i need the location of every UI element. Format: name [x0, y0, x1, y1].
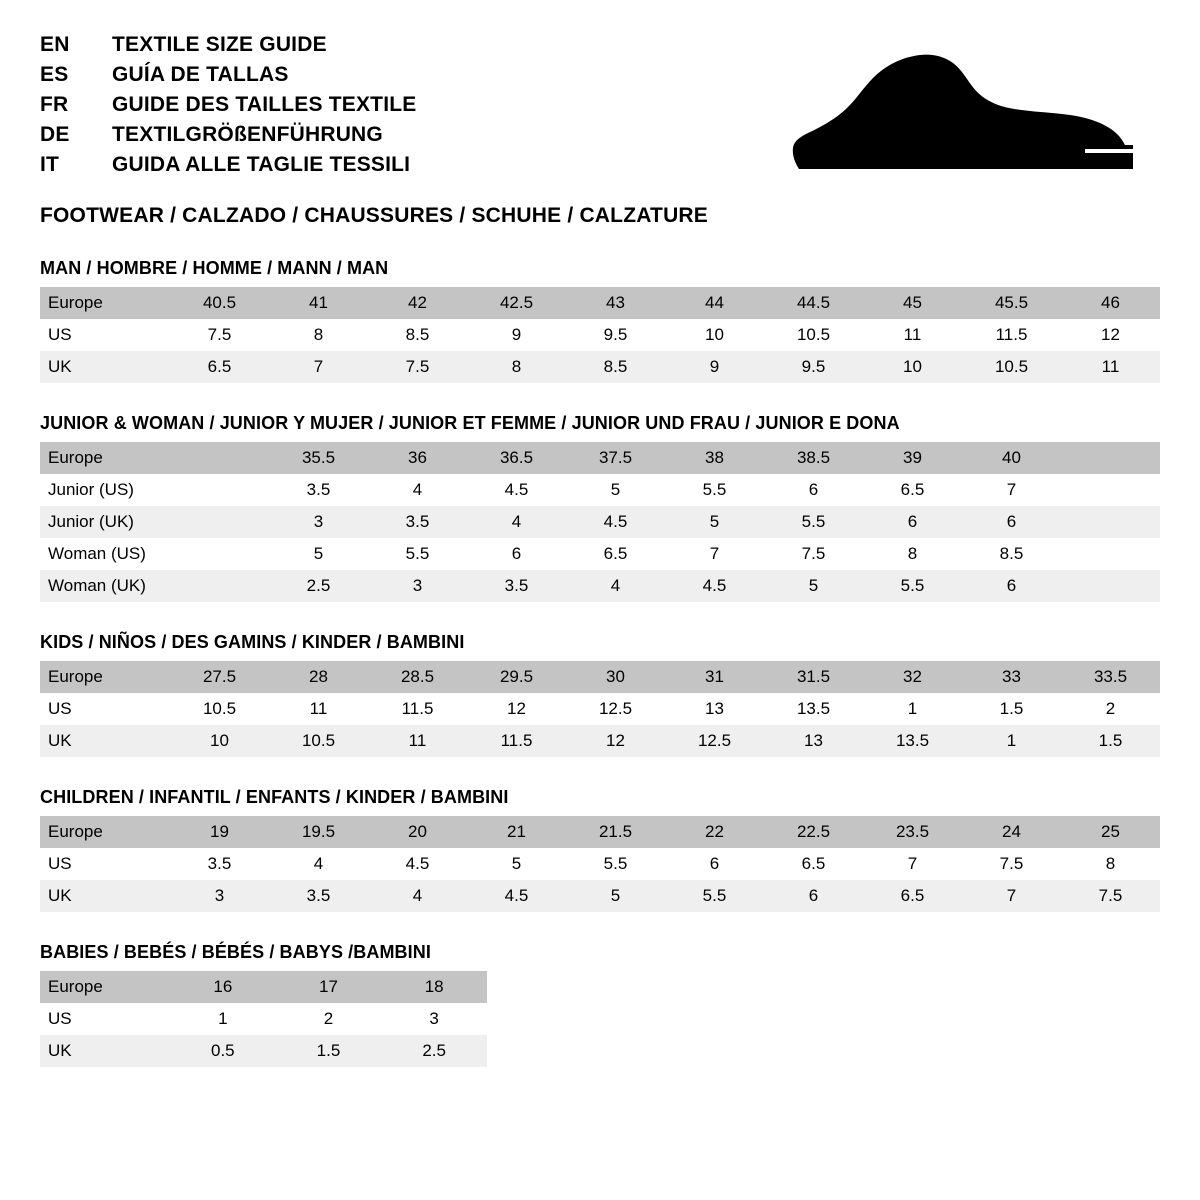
cell: 24	[962, 816, 1061, 848]
cell: 3	[368, 570, 467, 602]
cell: 5.5	[665, 880, 764, 912]
cell: 5	[566, 474, 665, 506]
table-row	[40, 570, 1160, 602]
category-title: FOOTWEAR / CALZADO / CHAUSSURES / SCHUHE / CALZATURE	[40, 204, 709, 227]
section-children	[40, 787, 1160, 912]
cell	[170, 506, 269, 538]
cell: 6.5	[170, 351, 269, 383]
table-row	[40, 848, 1160, 880]
cell: 6	[863, 506, 962, 538]
row-label: Junior (US)	[40, 474, 170, 506]
language-row	[40, 94, 1160, 115]
cell: 6	[764, 880, 863, 912]
table-row	[40, 506, 1160, 538]
cell: 10	[863, 351, 962, 383]
cell: 12.5	[566, 693, 665, 725]
cell: 4	[566, 570, 665, 602]
cell: 3.5	[269, 474, 368, 506]
cell: 12	[566, 725, 665, 757]
cell: 29.5	[467, 661, 566, 693]
cell	[1061, 474, 1160, 506]
cell: 3	[170, 880, 269, 912]
cell: 44.5	[764, 287, 863, 319]
cell: 8	[269, 319, 368, 351]
cell: 8	[863, 538, 962, 570]
section-kids	[40, 632, 1160, 757]
row-label: US	[40, 693, 170, 725]
cell: 13	[665, 693, 764, 725]
cell: 2	[276, 1003, 382, 1035]
table-row	[40, 971, 487, 1003]
cell: 44	[665, 287, 764, 319]
cell: 2	[1061, 693, 1160, 725]
cell: 9	[665, 351, 764, 383]
cell: 0.5	[170, 1035, 276, 1067]
cell: 8.5	[368, 319, 467, 351]
section-title: BABIES / BEBÉS / BÉBÉS / BABYS /BAMBINI	[40, 942, 431, 962]
table-row	[40, 319, 1160, 351]
row-label: UK	[40, 1035, 170, 1067]
cell	[1061, 442, 1160, 474]
cell: 7	[962, 880, 1061, 912]
cell: 4.5	[566, 506, 665, 538]
cell: 32	[863, 661, 962, 693]
cell: 21	[467, 816, 566, 848]
cell: 45.5	[962, 287, 1061, 319]
cell: 4.5	[665, 570, 764, 602]
cell: 11.5	[368, 693, 467, 725]
cell: 12	[1061, 319, 1160, 351]
cell: 7.5	[170, 319, 269, 351]
cell: 7	[863, 848, 962, 880]
row-label: UK	[40, 351, 170, 383]
cell: 3.5	[170, 848, 269, 880]
cell: 19	[170, 816, 269, 848]
cell: 12	[467, 693, 566, 725]
size-table-junior-woman	[40, 442, 1160, 602]
cell: 6	[467, 538, 566, 570]
cell: 9.5	[764, 351, 863, 383]
cell: 11	[368, 725, 467, 757]
table-row	[40, 880, 1160, 912]
cell: 6	[962, 506, 1061, 538]
language-code: EN	[40, 33, 70, 56]
cell: 11.5	[962, 319, 1061, 351]
cell: 40.5	[170, 287, 269, 319]
cell: 9.5	[566, 319, 665, 351]
row-label: Europe	[40, 816, 170, 848]
cell: 33.5	[1061, 661, 1160, 693]
cell: 36	[368, 442, 467, 474]
language-title: TEXTILGRÖßENFÜHRUNG	[112, 123, 383, 146]
cell: 5	[269, 538, 368, 570]
cell: 10	[665, 319, 764, 351]
cell: 3	[269, 506, 368, 538]
cell: 6	[764, 474, 863, 506]
cell: 6.5	[566, 538, 665, 570]
size-table-man	[40, 287, 1160, 383]
cell: 6	[962, 570, 1061, 602]
cell: 4	[368, 880, 467, 912]
cell: 11	[863, 319, 962, 351]
cell: 6.5	[764, 848, 863, 880]
cell	[1061, 506, 1160, 538]
cell: 35.5	[269, 442, 368, 474]
cell: 3.5	[368, 506, 467, 538]
language-code: FR	[40, 93, 69, 116]
cell: 4	[269, 848, 368, 880]
cell: 5.5	[863, 570, 962, 602]
cell: 1.5	[1061, 725, 1160, 757]
cell: 20	[368, 816, 467, 848]
cell: 5	[764, 570, 863, 602]
cell: 17	[276, 971, 382, 1003]
size-table-children	[40, 816, 1160, 912]
section-babies	[40, 942, 1160, 1067]
section-title: JUNIOR & WOMAN / JUNIOR Y MUJER / JUNIOR ET FEMME / JUNIOR UND FRAU / JUNIOR E DONA	[40, 413, 900, 433]
cell: 12.5	[665, 725, 764, 757]
cell: 4.5	[467, 880, 566, 912]
cell: 38.5	[764, 442, 863, 474]
cell: 9	[467, 319, 566, 351]
section-title: MAN / HOMBRE / HOMME / MANN / MAN	[40, 258, 389, 278]
language-code: IT	[40, 153, 60, 176]
table-row	[40, 442, 1160, 474]
cell: 4	[467, 506, 566, 538]
language-title: GUIDA ALLE TAGLIE TESSILI	[112, 153, 411, 176]
cell: 10	[170, 725, 269, 757]
cell: 31.5	[764, 661, 863, 693]
row-label: UK	[40, 880, 170, 912]
language-row	[40, 34, 1160, 55]
table-row	[40, 287, 1160, 319]
table-row	[40, 816, 1160, 848]
cell: 33	[962, 661, 1061, 693]
language-row	[40, 124, 1160, 145]
row-label: Woman (UK)	[40, 570, 170, 602]
table-row	[40, 693, 1160, 725]
cell: 1.5	[276, 1035, 382, 1067]
cell: 1	[170, 1003, 276, 1035]
size-table-babies	[40, 971, 487, 1067]
language-title: GUÍA DE TALLAS	[112, 63, 289, 86]
row-label: UK	[40, 725, 170, 757]
cell: 25	[1061, 816, 1160, 848]
cell	[1061, 570, 1160, 602]
size-table-kids	[40, 661, 1160, 757]
cell: 8.5	[566, 351, 665, 383]
cell: 1	[962, 725, 1061, 757]
row-label: Europe	[40, 971, 170, 1003]
table-row	[40, 538, 1160, 570]
section-title: KIDS / NIÑOS / DES GAMINS / KINDER / BAMBINI	[40, 632, 465, 652]
cell: 2.5	[381, 1035, 487, 1067]
cell: 40	[962, 442, 1061, 474]
cell: 10.5	[269, 725, 368, 757]
cell: 11	[1061, 351, 1160, 383]
language-code: ES	[40, 63, 69, 86]
language-row	[40, 154, 1160, 175]
cell: 28	[269, 661, 368, 693]
cell: 19.5	[269, 816, 368, 848]
cell	[1061, 538, 1160, 570]
cell: 4.5	[467, 474, 566, 506]
cell: 8.5	[962, 538, 1061, 570]
cell: 39	[863, 442, 962, 474]
cell: 5.5	[368, 538, 467, 570]
cell: 8	[1061, 848, 1160, 880]
cell: 43	[566, 287, 665, 319]
language-title: GUIDE DES TAILLES TEXTILE	[112, 93, 417, 116]
section-title: CHILDREN / INFANTIL / ENFANTS / KINDER / BAMBINI	[40, 787, 509, 807]
row-label: Europe	[40, 287, 170, 319]
cell: 10.5	[962, 351, 1061, 383]
language-title: TEXTILE SIZE GUIDE	[112, 33, 327, 56]
cell: 27.5	[170, 661, 269, 693]
cell: 5	[467, 848, 566, 880]
cell: 5.5	[764, 506, 863, 538]
cell: 21.5	[566, 816, 665, 848]
cell: 8	[467, 351, 566, 383]
cell: 30	[566, 661, 665, 693]
cell: 10.5	[170, 693, 269, 725]
cell: 42	[368, 287, 467, 319]
section-man	[40, 258, 1160, 383]
cell: 4.5	[368, 848, 467, 880]
cell	[170, 442, 269, 474]
cell: 7	[269, 351, 368, 383]
cell: 7.5	[962, 848, 1061, 880]
row-label: Woman (US)	[40, 538, 170, 570]
row-label: US	[40, 848, 170, 880]
cell: 7	[962, 474, 1061, 506]
cell: 22.5	[764, 816, 863, 848]
cell: 28.5	[368, 661, 467, 693]
cell: 2.5	[269, 570, 368, 602]
cell: 13.5	[764, 693, 863, 725]
cell: 42.5	[467, 287, 566, 319]
table-row	[40, 725, 1160, 757]
cell: 5.5	[665, 474, 764, 506]
cell: 5	[566, 880, 665, 912]
row-label: Junior (UK)	[40, 506, 170, 538]
cell: 7.5	[1061, 880, 1160, 912]
table-row	[40, 474, 1160, 506]
cell: 13	[764, 725, 863, 757]
cell: 3.5	[467, 570, 566, 602]
language-code: DE	[40, 123, 70, 146]
row-label: US	[40, 1003, 170, 1035]
cell: 1	[863, 693, 962, 725]
cell: 7.5	[764, 538, 863, 570]
language-title-block	[40, 34, 1160, 228]
cell: 37.5	[566, 442, 665, 474]
row-label: Europe	[40, 661, 170, 693]
section-junior-woman	[40, 413, 1160, 602]
cell: 5.5	[566, 848, 665, 880]
cell: 46	[1061, 287, 1160, 319]
cell: 41	[269, 287, 368, 319]
cell: 10.5	[764, 319, 863, 351]
cell: 31	[665, 661, 764, 693]
cell: 3	[381, 1003, 487, 1035]
cell	[170, 474, 269, 506]
table-row	[40, 351, 1160, 383]
cell: 4	[368, 474, 467, 506]
cell: 6	[665, 848, 764, 880]
cell	[170, 570, 269, 602]
row-label: Europe	[40, 442, 170, 474]
language-row	[40, 64, 1160, 85]
cell: 36.5	[467, 442, 566, 474]
table-row	[40, 1035, 487, 1067]
cell: 23.5	[863, 816, 962, 848]
cell: 7.5	[368, 351, 467, 383]
cell: 16	[170, 971, 276, 1003]
cell: 13.5	[863, 725, 962, 757]
cell: 38	[665, 442, 764, 474]
cell: 3.5	[269, 880, 368, 912]
cell: 11	[269, 693, 368, 725]
cell: 45	[863, 287, 962, 319]
cell: 1.5	[962, 693, 1061, 725]
table-row	[40, 661, 1160, 693]
cell: 18	[381, 971, 487, 1003]
cell: 11.5	[467, 725, 566, 757]
cell: 22	[665, 816, 764, 848]
size-tables	[40, 258, 1160, 1067]
table-row	[40, 1003, 487, 1035]
cell: 6.5	[863, 474, 962, 506]
cell: 5	[665, 506, 764, 538]
row-label: US	[40, 319, 170, 351]
cell: 7	[665, 538, 764, 570]
cell: 6.5	[863, 880, 962, 912]
cell	[170, 538, 269, 570]
